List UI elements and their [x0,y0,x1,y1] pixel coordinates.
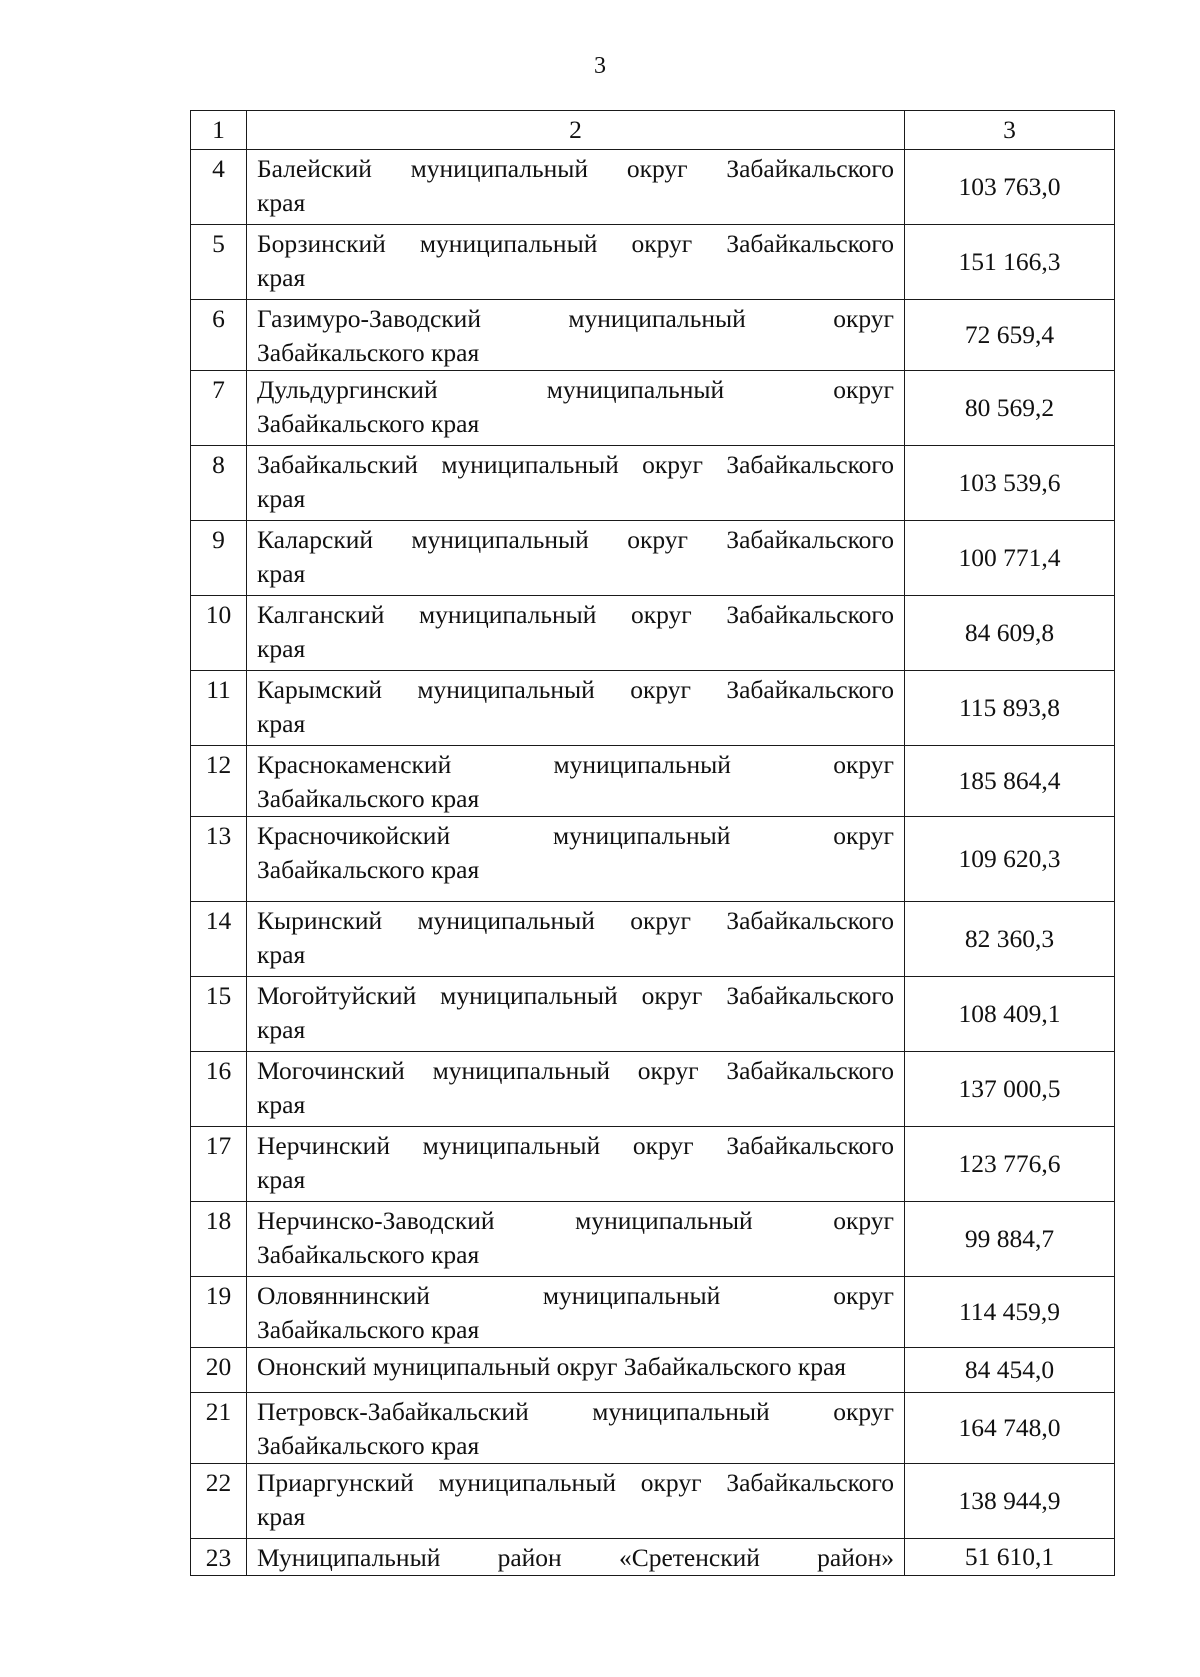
table-row [191,1052,1115,1127]
table-row [191,521,1115,596]
district-name [247,446,905,521]
district-name-line1: Оловяннинский муниципальный округ [257,1281,894,1310]
district-name-line1: Дульдургинский муниципальный округ [257,375,894,404]
district-name-line1: Могочинский муниципальный округ Забайкальского [257,1056,894,1085]
row-number: 22 [191,1464,247,1539]
district-name-line2: края [257,1502,306,1531]
district-name-line2: края [257,709,306,738]
row-number: 16 [191,1052,247,1127]
table-row [191,1202,1115,1277]
district-name [247,977,905,1052]
district-name-line1: Приаргунский муниципальный округ Забайкальского [257,1468,894,1497]
district-name [247,225,905,300]
district-name-line2: края [257,188,306,217]
district-name-line1: Муниципальный район «Сретенский район» [257,1543,894,1572]
district-name-line1: Кыринский муниципальный округ Забайкальского [257,906,894,935]
district-name-line2: Забайкальского края [257,409,480,438]
table-row [191,1127,1115,1202]
row-number: 9 [191,521,247,596]
district-name [247,300,905,371]
row-number: 20 [191,1348,247,1393]
district-name-line1: Каларский муниципальный округ Забайкальского [257,525,894,554]
table-row [191,817,1115,902]
district-name-line2: Забайкальского края [257,784,480,813]
district-name [247,1464,905,1539]
amount-value: 72 659,4 [905,300,1115,371]
district-name-line2: Забайкальского края [257,1431,480,1460]
district-name-line2: Забайкальского края [257,1240,480,1269]
row-number: 11 [191,671,247,746]
row-number: 8 [191,446,247,521]
district-name-line1: Балейский муниципальный округ Забайкальского [257,154,894,183]
page-number: 3 [594,53,606,79]
district-name-line1: Красночикойский муниципальный округ [257,821,894,850]
row-number: 13 [191,817,247,902]
row-number: 23 [191,1539,247,1576]
table-row [191,977,1115,1052]
amount-value: 84 609,8 [905,596,1115,671]
amount-value: 82 360,3 [905,902,1115,977]
header-cell-number: 1 [191,111,247,150]
district-name-line1: Петровск-Забайкальский муниципальный округ [257,1397,894,1426]
table-row [191,596,1115,671]
district-name-line1: Забайкальский муниципальный округ Забайкальского [257,450,894,479]
amount-value: 103 539,6 [905,446,1115,521]
district-name-line2: края [257,634,306,663]
amount-value: 164 748,0 [905,1393,1115,1464]
header-cell-value: 3 [905,111,1115,150]
row-number: 10 [191,596,247,671]
row-number: 18 [191,1202,247,1277]
amount-value: 108 409,1 [905,977,1115,1052]
table-row [191,671,1115,746]
row-number: 5 [191,225,247,300]
district-name [247,1348,905,1393]
table-row [191,746,1115,817]
district-name [247,1127,905,1202]
row-number: 12 [191,746,247,817]
district-name-line1: Нерчинский муниципальный округ Забайкальского [257,1131,894,1160]
district-name-line1: Нерчинско-Заводский муниципальный округ [257,1206,894,1235]
row-number: 7 [191,371,247,446]
district-name [247,596,905,671]
district-name-line1: Карымский муниципальный округ Забайкальского [257,675,894,704]
amount-value: 137 000,5 [905,1052,1115,1127]
districts-table [190,110,1115,1576]
table-row [191,150,1115,225]
district-name [247,150,905,225]
district-name-line2: края [257,263,306,292]
row-number: 21 [191,1393,247,1464]
district-name [247,1202,905,1277]
row-number: 15 [191,977,247,1052]
district-name [247,746,905,817]
table-row [191,1348,1115,1393]
district-name [247,1052,905,1127]
amount-value: 138 944,9 [905,1464,1115,1539]
amount-value: 185 864,4 [905,746,1115,817]
district-name-line1: Калганский муниципальный округ Забайкальского [257,600,894,629]
table-row [191,446,1115,521]
district-name [247,817,905,902]
header-cell-name: 2 [247,111,905,150]
amount-value: 99 884,7 [905,1202,1115,1277]
district-name-line1: Борзинский муниципальный округ Забайкальского [257,229,894,258]
amount-value: 51 610,1 [905,1539,1115,1576]
table-row [191,225,1115,300]
district-name-line1: Газимуро-Заводский муниципальный округ [257,304,894,333]
amount-value: 103 763,0 [905,150,1115,225]
district-name-line2: Забайкальского края [257,338,480,367]
district-name [247,521,905,596]
amount-value: 109 620,3 [905,817,1115,902]
amount-value: 115 893,8 [905,671,1115,746]
row-number: 14 [191,902,247,977]
table-row [191,371,1115,446]
table-row [191,300,1115,371]
district-name-line2: Забайкальского края [257,855,480,884]
district-name-line2: края [257,1090,306,1119]
district-name [247,1539,905,1576]
district-name [247,1393,905,1464]
district-name-line2: Забайкальского края [257,1315,480,1344]
district-name-line2: края [257,559,306,588]
district-name [247,1277,905,1348]
table-row [191,1277,1115,1348]
district-name-line2: края [257,484,306,513]
district-name-line1: Ононский муниципальный округ Забайкальского края [257,1352,847,1381]
row-number: 17 [191,1127,247,1202]
amount-value: 100 771,4 [905,521,1115,596]
district-name [247,671,905,746]
row-number: 19 [191,1277,247,1348]
table-row [191,1539,1115,1576]
table-header-row [191,111,1115,150]
district-name [247,371,905,446]
district-name-line2: края [257,940,306,969]
district-name-line1: Могойтуйский муниципальный округ Забайкальского [257,981,894,1010]
district-name [247,902,905,977]
table-row [191,1393,1115,1464]
amount-value: 151 166,3 [905,225,1115,300]
amount-value: 123 776,6 [905,1127,1115,1202]
district-name-line2: края [257,1165,306,1194]
district-name-line2: края [257,1015,306,1044]
table-row [191,1464,1115,1539]
amount-value: 114 459,9 [905,1277,1115,1348]
district-name-line1: Краснокаменский муниципальный округ [257,750,894,779]
amount-value: 80 569,2 [905,371,1115,446]
amount-value: 84 454,0 [905,1348,1115,1393]
row-number: 4 [191,150,247,225]
row-number: 6 [191,300,247,371]
table-row [191,902,1115,977]
